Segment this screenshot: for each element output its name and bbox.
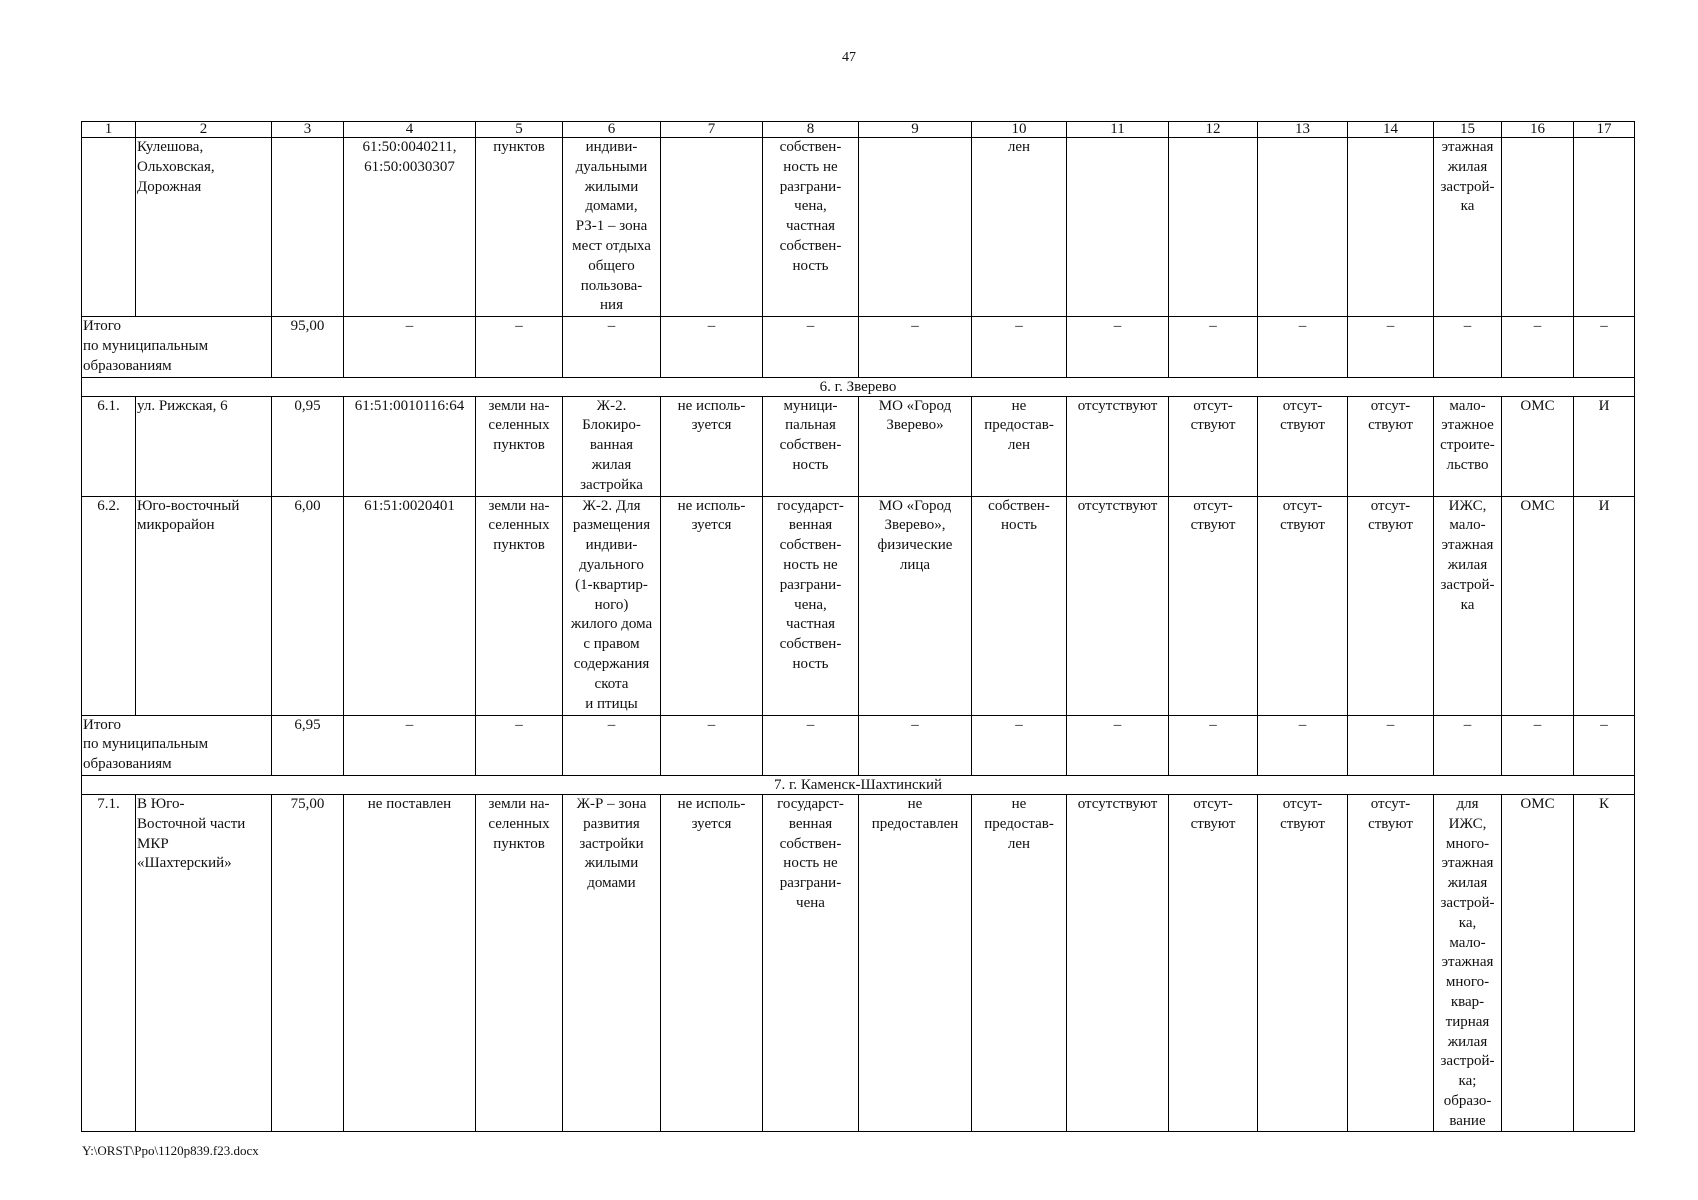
dash-cell: – — [563, 317, 661, 377]
section-title: 7. г. Каменск-Шахтинский — [82, 775, 1635, 794]
table-cell: не поставлен — [344, 794, 476, 1132]
dash-cell: – — [661, 317, 763, 377]
table-cell — [1067, 138, 1169, 317]
table-cell: муници- пальная собствен- ность — [763, 396, 859, 496]
dash-cell: – — [1348, 715, 1434, 775]
table-cell: не предостав- лен — [972, 794, 1067, 1132]
table-cell: ОМС — [1502, 794, 1574, 1132]
header-cell: 9 — [859, 122, 972, 138]
dash-cell: – — [1067, 317, 1169, 377]
table-cell — [272, 138, 344, 317]
total-label: Итого по муниципальным образованиям — [82, 715, 272, 775]
table-cell — [1574, 138, 1635, 317]
header-cell: 16 — [1502, 122, 1574, 138]
section-row — [82, 377, 1635, 396]
header-cell: 17 — [1574, 122, 1635, 138]
dash-cell: – — [1258, 317, 1348, 377]
header-cell: 8 — [763, 122, 859, 138]
total-value: 6,95 — [272, 715, 344, 775]
dash-cell: – — [1169, 715, 1258, 775]
dash-cell: – — [763, 317, 859, 377]
table-cell: отсутствуют — [1067, 496, 1169, 715]
table-cell: земли на- селенных пунктов — [476, 496, 563, 715]
header-cell: 13 — [1258, 122, 1348, 138]
dash-cell: – — [344, 715, 476, 775]
table-cell: пунктов — [476, 138, 563, 317]
table-cell: ИЖС, мало- этажная жилая застрой- ка — [1434, 496, 1502, 715]
table-cell: И — [1574, 396, 1635, 496]
dash-cell: – — [972, 317, 1067, 377]
table-row — [82, 396, 1635, 496]
header-cell: 1 — [82, 122, 136, 138]
header-cell: 15 — [1434, 122, 1502, 138]
row-number: 7.1. — [82, 794, 136, 1132]
header-cell: 14 — [1348, 122, 1434, 138]
table-cell: не предостав- лен — [972, 396, 1067, 496]
table-cell: МО «Город Зверево», физические лица — [859, 496, 972, 715]
header-cell: 7 — [661, 122, 763, 138]
table-cell: отсутствуют — [1067, 794, 1169, 1132]
dash-cell: – — [859, 715, 972, 775]
table-cell — [1502, 138, 1574, 317]
total-row — [82, 715, 1635, 775]
table-cell: В Юго- Восточной части МКР «Шахтерский» — [136, 794, 272, 1132]
dash-cell: – — [344, 317, 476, 377]
dash-cell: – — [476, 715, 563, 775]
table-cell: государст- венная собствен- ность не разграни- чена — [763, 794, 859, 1132]
table-cell: 75,00 — [272, 794, 344, 1132]
table-cell: индиви- дуальными жилыми домами, РЗ-1 – зона мест отдыха общего пользова- ния — [563, 138, 661, 317]
table-cell: государст- венная собствен- ность не разграни- чена, частная собствен- ность — [763, 496, 859, 715]
table-cell: лен — [972, 138, 1067, 317]
table-cell: Ж-2. Блокиро- ванная жилая застройка — [563, 396, 661, 496]
header-cell: 4 — [344, 122, 476, 138]
dash-cell: – — [661, 715, 763, 775]
table-cell: отсут- ствуют — [1258, 396, 1348, 496]
table-cell: И — [1574, 496, 1635, 715]
table-cell: 61:51:0010116:64 — [344, 396, 476, 496]
section-row — [82, 775, 1635, 794]
dash-cell: – — [563, 715, 661, 775]
table-cell: отсут- ствуют — [1169, 794, 1258, 1132]
table-cell: ОМС — [1502, 496, 1574, 715]
table-cell: земли на- селенных пунктов — [476, 396, 563, 496]
header-cell: 10 — [972, 122, 1067, 138]
dash-cell: – — [1574, 715, 1635, 775]
file-path-footer: Y:\ORST\Ppo\1120p839.f23.docx — [82, 1143, 259, 1158]
table-cell: для ИЖС, много- этажная жилая застрой- ка, мало- этажная много- квар- тирная жилая застрой- ка; образо- вание — [1434, 794, 1502, 1132]
table-cell: отсут- ствуют — [1169, 496, 1258, 715]
column-number-row — [82, 122, 1635, 138]
dash-cell: – — [1169, 317, 1258, 377]
table-row — [82, 138, 1635, 317]
table-cell: МО «Город Зверево» — [859, 396, 972, 496]
header-cell: 12 — [1169, 122, 1258, 138]
header-cell: 3 — [272, 122, 344, 138]
table-cell: отсут- ствуют — [1348, 496, 1434, 715]
dash-cell: – — [1258, 715, 1348, 775]
table-cell: отсут- ствуют — [1258, 794, 1348, 1132]
table-cell: не исполь- зуется — [661, 496, 763, 715]
dash-cell: – — [972, 715, 1067, 775]
row-number: 6.1. — [82, 396, 136, 496]
dash-cell: – — [1574, 317, 1635, 377]
table-cell — [859, 138, 972, 317]
header-cell: 5 — [476, 122, 563, 138]
table-cell: Юго-восточный микрорайон — [136, 496, 272, 715]
table-cell: 61:50:0040211, 61:50:0030307 — [344, 138, 476, 317]
dash-cell: – — [1348, 317, 1434, 377]
table-cell — [1348, 138, 1434, 317]
table-cell: Ж-Р – зона развития застройки жилыми домами — [563, 794, 661, 1132]
table-cell: 6,00 — [272, 496, 344, 715]
table-cell: земли на- селенных пунктов — [476, 794, 563, 1132]
section-title: 6. г. Зверево — [82, 377, 1635, 396]
table-cell: 0,95 — [272, 396, 344, 496]
dash-cell: – — [1434, 715, 1502, 775]
table-cell: не исполь- зуется — [661, 794, 763, 1132]
table-cell: ОМС — [1502, 396, 1574, 496]
header-cell: 2 — [136, 122, 272, 138]
table-cell: Ж-2. Для размещения индиви- дуального (1-квартир- ного) жилого дома с правом содержания скота и птицы — [563, 496, 661, 715]
table-cell: отсут- ствуют — [1169, 396, 1258, 496]
dash-cell: – — [1502, 317, 1574, 377]
table-cell: мало- этажное строите- льство — [1434, 396, 1502, 496]
table-cell — [1169, 138, 1258, 317]
dash-cell: – — [476, 317, 563, 377]
total-row — [82, 317, 1635, 377]
table-cell: собствен- ность не разграни- чена, частная собствен- ность — [763, 138, 859, 317]
page-number: 47 — [842, 50, 856, 65]
header-cell: 6 — [563, 122, 661, 138]
table-cell: 61:51:0020401 — [344, 496, 476, 715]
dash-cell: – — [1067, 715, 1169, 775]
table-cell — [1258, 138, 1348, 317]
header-cell: 11 — [1067, 122, 1169, 138]
table-cell: Кулешова, Ольховская, Дорожная — [136, 138, 272, 317]
table-cell: не исполь- зуется — [661, 396, 763, 496]
table-cell: отсут- ствуют — [1348, 396, 1434, 496]
dash-cell: – — [1434, 317, 1502, 377]
row-number: 6.2. — [82, 496, 136, 715]
table-cell: отсут- ствуют — [1258, 496, 1348, 715]
total-value: 95,00 — [272, 317, 344, 377]
dash-cell: – — [763, 715, 859, 775]
land-plots-table — [81, 121, 1635, 1132]
table-cell: ул. Рижская, 6 — [136, 396, 272, 496]
table-row — [82, 794, 1635, 1132]
table-cell: этажная жилая застрой- ка — [1434, 138, 1502, 317]
table-cell — [82, 138, 136, 317]
dash-cell: – — [859, 317, 972, 377]
table-cell: не предоставлен — [859, 794, 972, 1132]
table-cell: собствен- ность — [972, 496, 1067, 715]
table-cell: К — [1574, 794, 1635, 1132]
table-cell: отсутствуют — [1067, 396, 1169, 496]
total-label: Итого по муниципальным образованиям — [82, 317, 272, 377]
table-cell — [661, 138, 763, 317]
table-row — [82, 496, 1635, 715]
dash-cell: – — [1502, 715, 1574, 775]
table-cell: отсут- ствуют — [1348, 794, 1434, 1132]
